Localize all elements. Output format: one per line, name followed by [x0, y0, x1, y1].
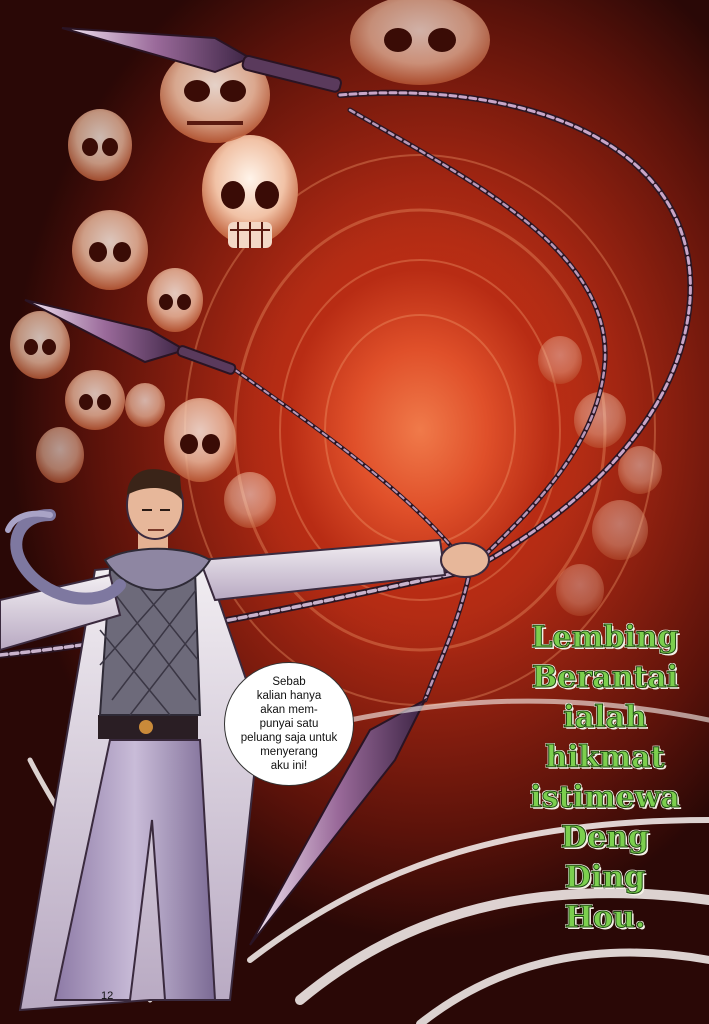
caption-line: ialah	[563, 700, 647, 735]
speech-bubble-text: Sebab kalian hanya akan mem- punyai satu peluang saja untuk menyerang aku ini!	[240, 676, 338, 772]
caption-line: Lembing	[531, 620, 679, 655]
caption-line: istimewa	[530, 780, 680, 815]
caption-line: Hou.	[564, 900, 646, 935]
caption-line: Deng	[561, 820, 649, 855]
caption-line: hikmat	[545, 740, 665, 775]
narration-caption	[500, 618, 709, 938]
caption-line: Ding	[564, 860, 646, 895]
speech-bubble	[224, 662, 354, 786]
caption-line: Berantai	[531, 660, 679, 695]
page-number: 12	[101, 990, 114, 1002]
